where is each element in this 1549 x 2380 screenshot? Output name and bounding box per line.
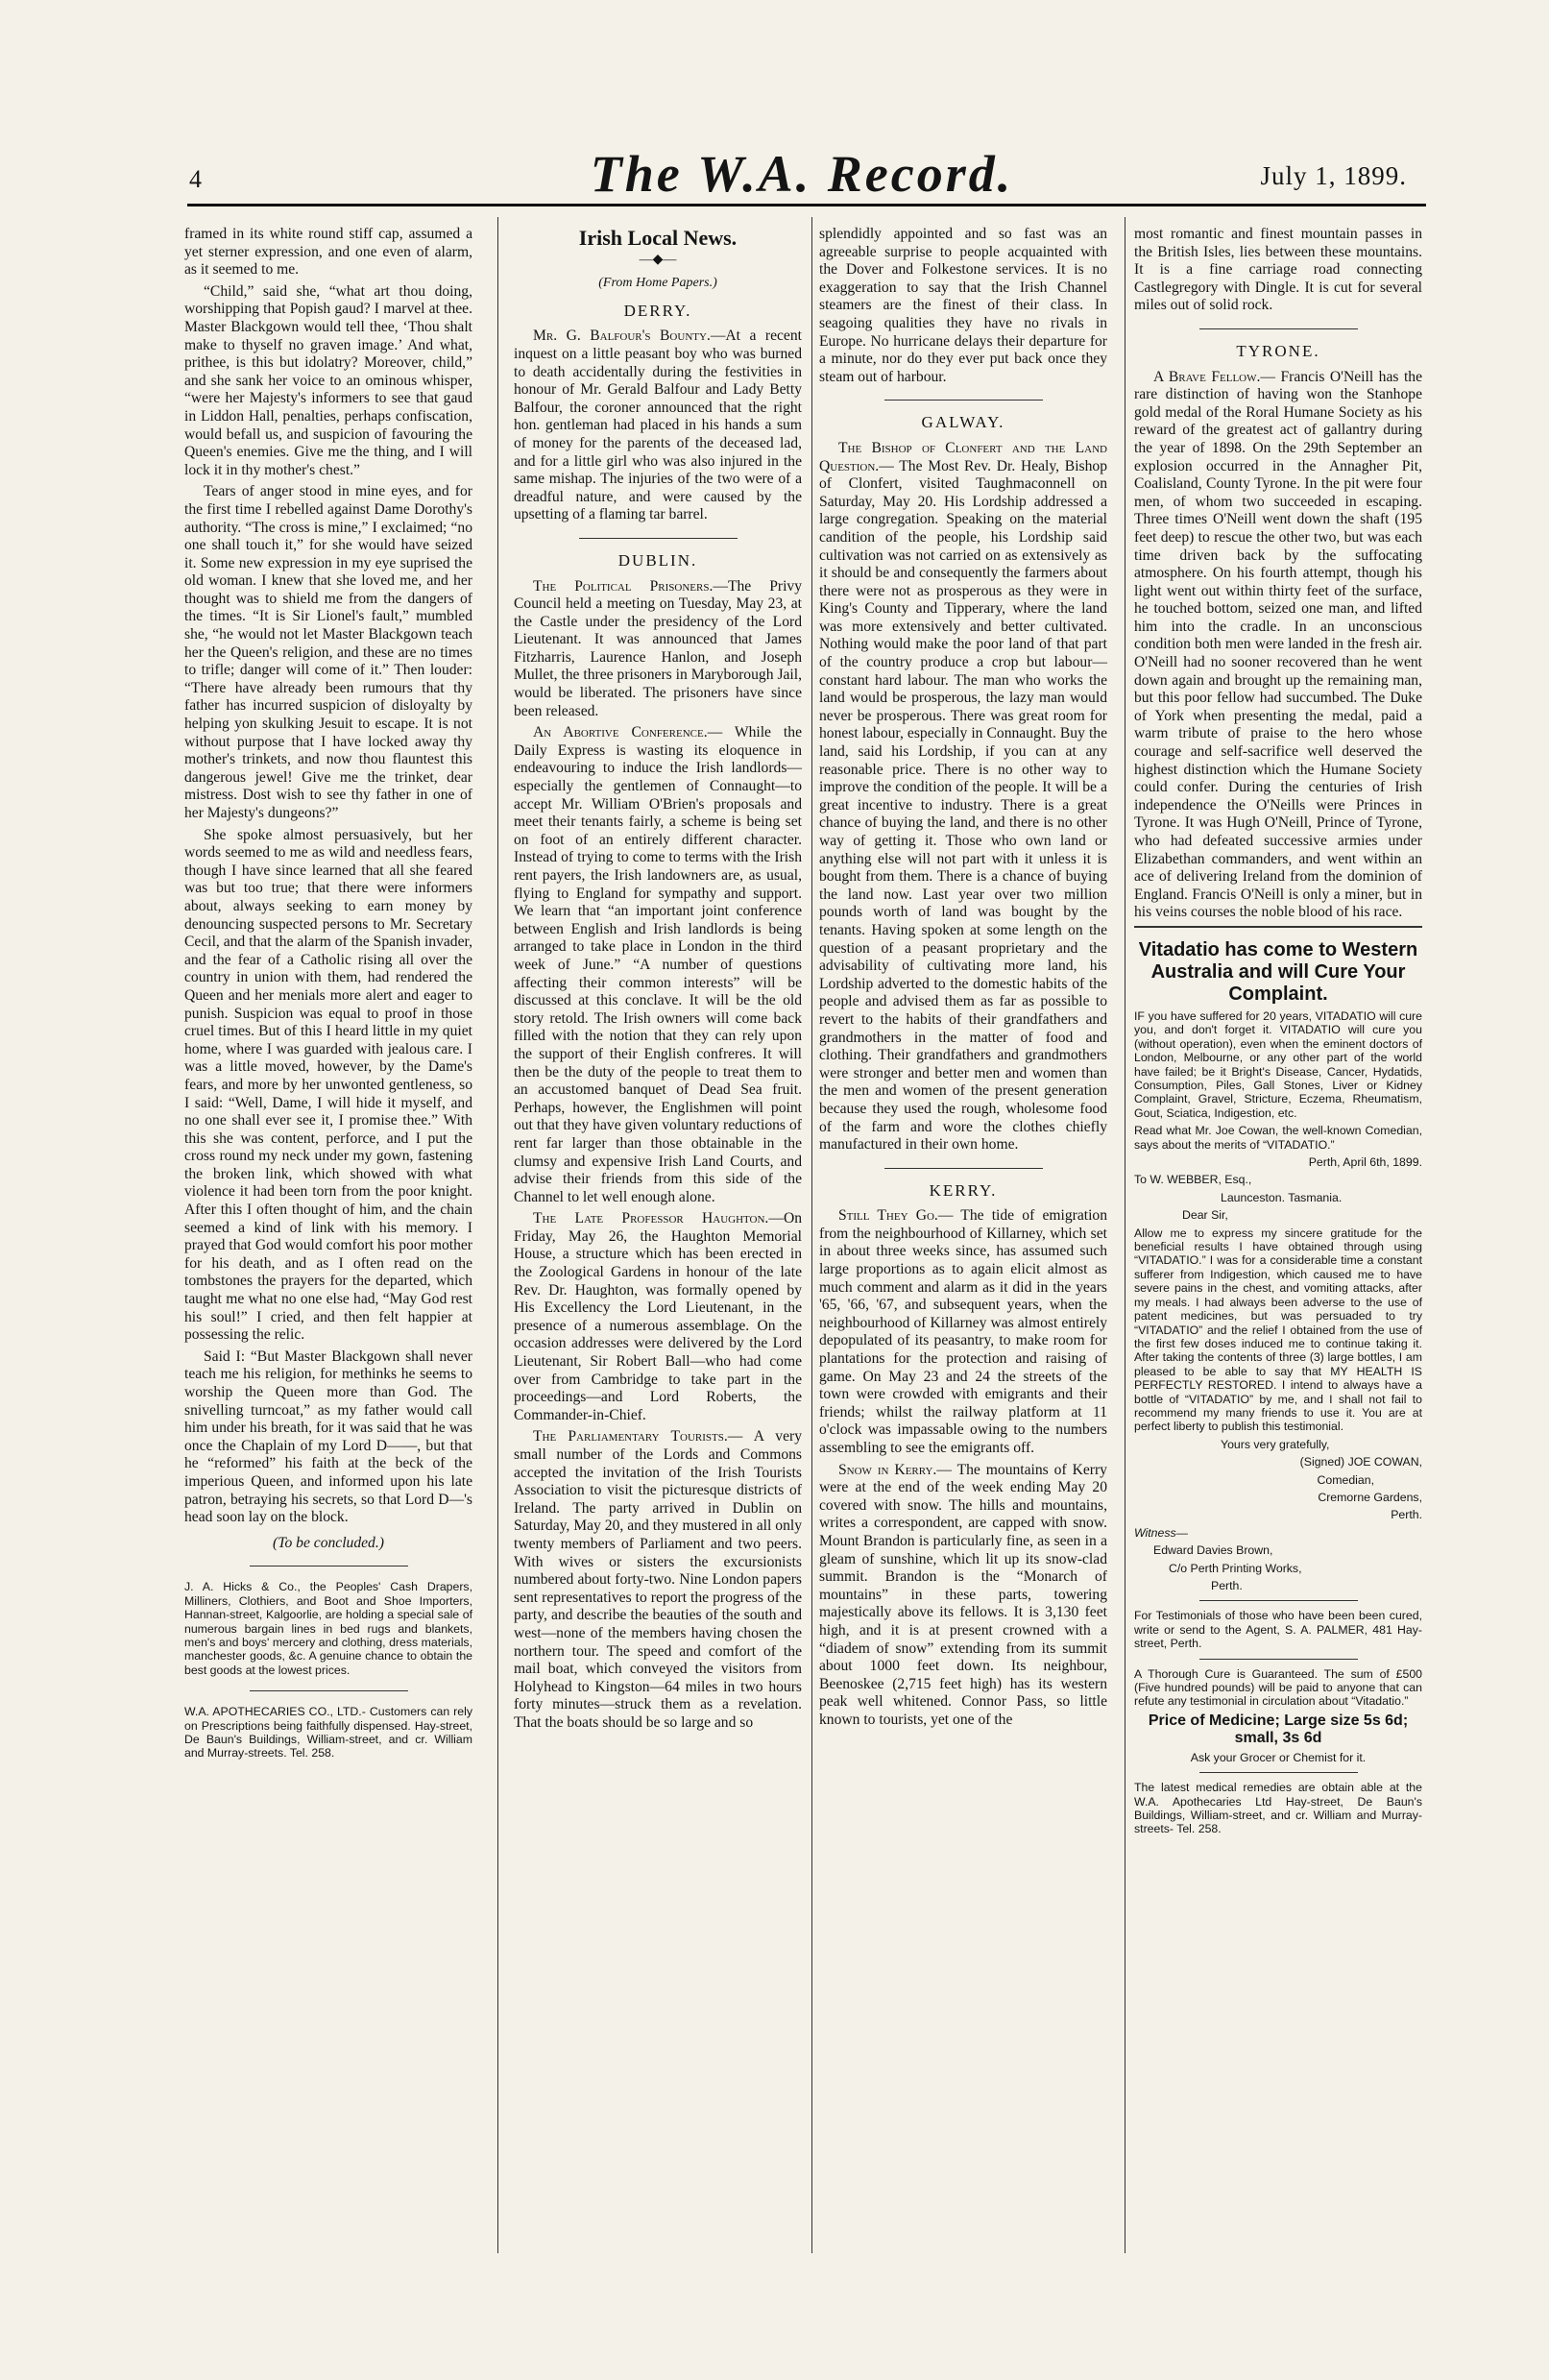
source-note: (From Home Papers.)	[598, 276, 717, 291]
ad-text: IF you have suffered for 20 years, VITADATIO will cure you, and don't forget it. VITADATIO will cure you (without operation), even when the eminent doctors of London, Melbourne, or any other part of the world have failed; be it Bright's Disease, Cancer, Hydatids, Consumption, Piles, Gall Stones, Liver or Kidney Complaint, Gravel, Stricture, Eczema, Rheumatism, Gout, Sciatica, Indigestion, etc.	[1134, 1008, 1422, 1120]
item-text: — The mountains of Kerry were at the end of the week ending May 20 covered with snow. The hills and mountains, writes a correspondent, are capped with snow. Mount Brandon is particularly fine, as seen in a gleam of sunshine, which lit up its snow-clad summit. Brandon is the “Monarch of mountains” in these parts, towering majestically above its fellows. It is 3,130 feet high, and it is at present crowned with a “diadem of snow” extending from its summit about 1000 feet down. Its neighbour, Beenoskee (2,715 feet high) has its western peak well whitened. Connor Pass, so little known to tourists, yet one of the	[819, 1461, 1107, 1728]
item-text: —On Friday, May 26, the Haughton Memorial House, a structure which has been erected in the Zoological Gardens in honour of the late Rev. Dr. Haughton, was formally opened by His Excellency the Lord Lieutenant, in the presence of a numerous assemblage. On the occasion addresses were delivered by the Lord Lieutenant, Sir Robert Ball—who had come over from Cambridge to take part in the proceedings—and Lord Roberts, the Commander-in-Chief.	[514, 1210, 802, 1423]
item-text: —The Privy Council held a meeting on Tuesday, May 23, at the Castle under the presidency of the Lord Lieutenant. It was announced that James Fitzharris, Laurence Hanlon, and Joseph Mullet, the three prisoners in Maryborough Jail, would be liberated. The prisoners have since been released.	[514, 577, 803, 719]
place-heading-kerry: KERRY.	[929, 1180, 998, 1200]
ad-witness-name: Edward Davies Brown,	[1153, 1543, 1273, 1558]
item-text: — While the Daily Express is wasting its eloquence in endeavouring to induce the Irish landlords—especially the gentlemen of Connaught—to accept Mr. William O'Brien's proposals and meet their tenants fairly, a scheme is being set on foot of an entirely different character. Instead of trying to come to terms with the Irish rent payers, the Irish landowners are, as usual, flying to England for sympathy and support. We learn that “an important joint conference between English and Irish landlords is being arranged to take place in London in the third week of June.” “A number of questions affecting their common interests” will be discussed at this conclave. It will be the old story retold. The Irish owners will come back filled with the notion that they can rely upon the support of their English confreres. It will then be the duty of the people to treat them to an accustomed banquet of Dead Sea fruit. Perhaps, however, the Englishmen will point out that they have given voluntary reductions of rent far larger than those obtainable in the clumsy and expensive Irish Land Courts, and advise their friends from this side of the Channel to let well enough alone.	[514, 724, 802, 1205]
story-paragraph: most romantic and finest mountain passes in the British Isles, lies between these mountains. It is a fine carriage road connecting Castlegregory with Dingle. It is cut for several miles out of solid rock.	[1134, 226, 1422, 314]
ad-addressee: To W. WEBBER, Esq.,	[1134, 1173, 1252, 1187]
ad-text: Read what Mr. Joe Cowan, the well-known Comedian, says about the merits of “VITADATIO.”	[1134, 1124, 1422, 1152]
divider	[1199, 1659, 1358, 1660]
item-text: —At a recent inquest on a little peasant boy who was burned to death accidentally during the festivities in honour of Mr. Gerald Balfour and Lady Betty Balfour, the coroner announced that the right hon. gentleman had placed in his hands a sum of money for the parents of the deceased lad, and for a little girl who was also injured in the same mishap. The injuries of the two were of a dreadful nature, and were caused by the upsetting of a flaming tar barrel.	[514, 328, 802, 523]
ad-witness: Witness—	[1134, 1525, 1188, 1540]
ad-salutation: Dear Sir,	[1182, 1208, 1228, 1223]
item-lead: The Parliamentary Tourists.	[533, 1428, 728, 1445]
ad-price: Price of Medicine; Large size 5s 6d; small, 3s 6d	[1148, 1712, 1409, 1746]
ad-address: Cremorne Gardens,	[1318, 1490, 1422, 1504]
ornament: —◆—	[639, 252, 677, 267]
ad-city: Perth.	[1391, 1508, 1422, 1522]
to-be-concluded: (To be concluded.)	[273, 1534, 384, 1551]
section-heading: Irish Local News.	[578, 226, 738, 250]
item-lead: The Bishop of Clonfert and the Land Question.	[819, 439, 1107, 474]
ad-text: The latest medical remedies are obtain able at the W.A. Apothecaries Ltd Hay-street, De Baun's Buildings, William-street, and cr. William and Murray-streets- Tel. 258.	[1134, 1781, 1422, 1836]
item-lead: Still They Go.	[838, 1207, 938, 1225]
divider	[884, 1168, 1043, 1169]
story-paragraph: framed in its white round stiff cap, assumed a yet sterner expression, and one even of alarm, as it seemed to me.	[184, 226, 472, 279]
divider	[579, 538, 738, 539]
story-paragraph: She spoke almost persuasively, but her words seemed to me as wild and needless fears, though I have since learned that all she feared was but too true; that there were informers about, always seeking to earn money by denouncing suspected persons to Mr. Secretary Cecil, and that the alarm of the Spanish invader, and the fear of a Catholic rising all over the country in union with them, had rendered the Queen and her menials more alert and eager to punish. Suspicion was equal to proof in those cruel times. But of this I heard little in my quiet home, where I was guarded with jealous care. I was a little moved, however, by the Dame's fears, and more by her unwonted gentleness, so I said: “Well, Dame, I will hide it myself, and no one shall ever see it, I promise thee.” With this she was content, perforce, and I put the cross round my neck under my gown, fastening the broken link, which showed with what violence it had been torn from the poor knight. After this I often thought of him, and the chain seemed a kind of link with his memory. I prayed that God would comfort his poor mother for his death, and as I often read on the tombstones the prayers for the departed, which taught me what no one else had, “May God rest his soul!” I cried, and then felt happier at possessing the relic.	[184, 826, 472, 1344]
ad-text: For Testimonials of those who have been been cured, write or send to the Agent, S. A. PALMER, 481 Hay-street, Perth.	[1134, 1609, 1422, 1651]
advertisement-apothecaries: W.A. APOTHECARIES CO., LTD.- Customers can rely on Prescriptions being faithfully dispensed. Hay-street, De Baun's Buildings, William-street, and cr. William and Murray-streets. Tel. 258.	[184, 1705, 472, 1761]
item-lead: The Political Prisoners.	[533, 577, 714, 595]
ad-date: Perth, April 6th, 1899.	[1308, 1155, 1422, 1170]
ad-location: Launceston. Tasmania.	[1221, 1190, 1343, 1204]
item-lead: An Abortive Conference.	[533, 724, 708, 741]
item-lead: Snow in Kerry.	[838, 1461, 937, 1478]
ad-witness-city: Perth.	[1211, 1579, 1243, 1592]
issue-date: July 1, 1899.	[1260, 161, 1407, 190]
masthead	[178, 144, 1426, 202]
item-lead: A Brave Fellow.	[1153, 368, 1261, 385]
story-paragraph: Tears of anger stood in mine eyes, and for the first time I rebelled against Dame Dorothy's authority. “The cross is mine,” I exclaimed; “no one shall touch it,” for she would have seized it. Some new expression in my eye suprised the old woman. I knew that she loved me, and her thought was to shield me from the dangers of the times. “It is Sir Lionel's fault,” mumbled she, “he would not let Master Blackgown teach her the Queen's religion, and these are no times to trifle; danger will come of it.” Then louder: “There have already been rumours that thy father has incurred suspicion of disloyalty by helping yon skulking Jesuit to escape. It is not without purpose that I have locked away thy mother's trinkets, and now thou flauntest this dangerous jewel! Give me the trinket, dear mistress. Dost wish to see thy father in one of her Majesty's dungeons?”	[184, 483, 472, 821]
ad-text: A Thorough Cure is Guaranteed. The sum of £500 (Five hundred pounds) will be paid to anyone that can refute any testimonial in circulation about “Vitadatio.”	[1134, 1666, 1422, 1709]
place-heading-derry: DERRY.	[623, 301, 692, 320]
column-2	[514, 226, 802, 1736]
divider	[1199, 328, 1358, 329]
place-heading-dublin: DUBLIN.	[617, 550, 698, 570]
divider	[1199, 1600, 1358, 1601]
column-4	[1134, 226, 1422, 1840]
page-number: 4	[189, 165, 202, 193]
column-rule	[811, 217, 812, 2253]
ad-text: Allow me to express my sincere gratitude for the beneficial results I have obtained through using “VITADATIO.” I was for a considerable time a constant sufferer from Indigestion, which caused me to have severe pains in the chest, and vomiting attacks, after my meals. I had always been adverse to the use of patent medicines, but was persuaded to try “VITADATIO” and the relief I obtained from the use of the first few doses induced me to continue taking it. After taking the contents of three (3) large bottles, I am pleased to be able to say that MY HEALTH IS PERFECTLY RESTORED. I intend to always have a bottle of “VITADATIO” by me, and I shall not fail to recommend my many friends to use it. You are at perfect liberty to publish this testimonial.	[1134, 1226, 1422, 1434]
item-lead: The Late Professor Haughton.	[533, 1210, 769, 1227]
divider	[1199, 1772, 1358, 1773]
divider	[250, 1690, 408, 1691]
story-paragraph: Said I: “But Master Blackgown shall never teach me his religion, for methinks he seems to worship the Queen more than God. The snivelling turncoat,” as my father would call him under his breath, for it was said that he was once the Chaplain of my Lord D——, but that he “reformed” his faith at the beck of the imperious Queen, and informed upon his late patron, betraying his secrets, so that Lord D—'s head soon lay on the block.	[184, 1348, 472, 1526]
ad-signature: (Signed) JOE COWAN,	[1299, 1455, 1422, 1469]
ad-role: Comedian,	[1317, 1472, 1374, 1487]
ad-witness-address: C/o Perth Printing Works,	[1169, 1561, 1302, 1575]
place-heading-galway: GALWAY.	[921, 413, 1005, 432]
masthead-rule	[187, 204, 1426, 206]
item-text: — A very small number of the Lords and Commons accepted the invitation of the Irish Tourists Association to visit the picturesque districts of Ireland. The party arrived in Dublin on Saturday, May 20, and they mustered in all only twenty members of Parliament and two peers. With wives or sisters the excursionists numbered about forty-two. Nine London papers sent representatives to report the progress of the party, and describe the beauties of the south and west—none of the members having chosen the northern tour. The speed and comfort of the mail boat, which conveyed the visitors from Holyhead to Kingston—64 miles in two hours forty minutes—struck them as a revelation. That the boats should be so large and so	[514, 1428, 803, 1731]
item-lead: Mr. G. Balfour's Bounty.	[533, 328, 711, 345]
item-text: — Francis O'Neill has the rare distinction of having won the Stanhope gold medal of the Roral Humane Society as his reward of the greatest act of gallantry during the year of 1898. On the 29th September an explosion occurred in the Annagher Pit, Coalisland, County Tyrone. In the pit were four men, of whom two succeeded in escaping. Three times O'Neill went down the shaft (195 feet deep) to rescue the other two, but was each time driven back by the suffocating atmosphere. On his fourth attempt, though his light went out within thirty feet of the surface, he touched bottom, seized one man, and lifted him into the cradle. In an unconscious condition both men were landed in the fresh air. O'Neill had no sooner recovered than he went down again and brought up the remaining man, but this poor fellow had succumbed. The Duke of York when presenting the medal, paid a warm tribute of praise to the hero whose courage and self-sacrifice well deserved the highest distinction which the Humane Society could confer. During the centuries of Irish independence the O'Neills were Princes in Tyrone. It was Hugh O'Neill, Prince of Tyrone, who had defeated successive armies under Elizabethan commanders, and went within an ace of delivering Ireland from the dominion of England. Francis O'Neill is only a miner, but in his veins courses the noble blood of his race.	[1134, 368, 1422, 921]
story-paragraph: “Child,” said she, “what art thou doing, worshipping that Popish gaud? I marvel at thee. Master Blackgown would tell thee, ‘Thou shalt make to thyself no graven image.’ And what, prithee, is this but idolatry? Moreover, child,” and she sank her voice to an ominous whisper, “were her Majesty's informers to see that gaud in Liddon Hall, penalties, perhaps confiscation, would befall us, and suspicion of favouring the Queen's enemies. Give me the thing, and I will lock it in thy mother's chest.”	[184, 282, 472, 478]
ad-heading: Vitadatio has come to Western Australia and will Cure Your Complaint.	[1138, 938, 1418, 1005]
ad-ask: Ask your Grocer or Chemist for it.	[1190, 1750, 1367, 1764]
masthead-title: The W.A. Record.	[590, 145, 1014, 203]
item-text: — The Most Rev. Dr. Healy, Bishop of Clonfert, visited Taughmaconnell on Saturday, May 20. His Lordship addressed a large congregation. Speaking on the material candition of the people, his Lordship said cultivation was not carried on as extensively as it should be and consequently the farmers about there were not as prosperous as they were in King's County and Tipperary, where the land was more extensively and better cultivated. Nothing would make the poor land of that part of the country produce a crop but labour—constant hard labour. The man who works the land would be prosperous, the lazy man would never be prosperous. There was great room for honest labour, especially in Connaught. Buy the land, said his Lordship, if you can at any reasonable price. There is no other way to improve the condition of the people. It will be a great incentive to industry. There is a great chance of buying the land, and there is no other way of getting it. Those who own land or anything else will not part with it unless it is bought from them. There is a chance of buying the land now. Last year over two million pounds worth of land was bought by the tenants. Having spoken at some length on the question of a peasant proprietary and the advisability of cultivating more land, his Lordship adverted to the domestic habits of the people and advised them as far as possible to revert to the habits of their grandfathers and grandmothers in the matter of food and clothing. Their grandfathers and grandmothers were stronger and better men and women than the men and women of the present generation because they used the rough, wholesome food of the farm and wore the clothes chiefly manufactured in their own home.	[819, 457, 1107, 1154]
column-1	[184, 226, 472, 1764]
column-3	[819, 226, 1107, 1734]
column-rule	[497, 217, 498, 2253]
advertisement-hicks: J. A. Hicks & Co., the Peoples' Cash Drapers, Milliners, Clothiers, and Boot and Shoe Importers, Hannan-street, Kalgoorlie, are holding a special sale of numerous bargain lines in bed rugs and blankets, men's and boys' mercery and clothing, dress materials, manchester goods, &c. A genuine chance to obtain the best goods at the lowest prices.	[184, 1580, 472, 1677]
divider	[884, 400, 1043, 401]
ad-closing: Yours very gratefully,	[1221, 1437, 1330, 1451]
story-paragraph: splendidly appointed and so fast was an agreeable surprise to people acquainted with the Dover and Folkestone services. It is no exaggeration to say that the Irish Channel steamers are the finest of their class. In seagoing qualities they have no rivals in Europe. No hurricane delays their departure for a minute, nor do they ever put back once they steam out of harbour.	[819, 226, 1107, 385]
vitadatio-advertisement	[1134, 926, 1422, 1836]
place-heading-tyrone: TYRONE.	[1236, 341, 1320, 360]
item-text: — The tide of emigration from the neighbourhood of Killarney, which set in about three weeks since, has assumed such large proportions as to again elicit almost as much comment and alarm as it did in the years '65, '66, '67, and subsequent years, when the neighbourhood of Killarney was almost entirely depopulated of its peasantry, to make room for plantations for the protection and raising of game. On May 23 and 24 the streets of the town were crowded with emigrants and their friends; whilst the railway platform at 11 o'clock was impassable owing to the numbers assembling to see the emigrants off.	[819, 1207, 1108, 1456]
